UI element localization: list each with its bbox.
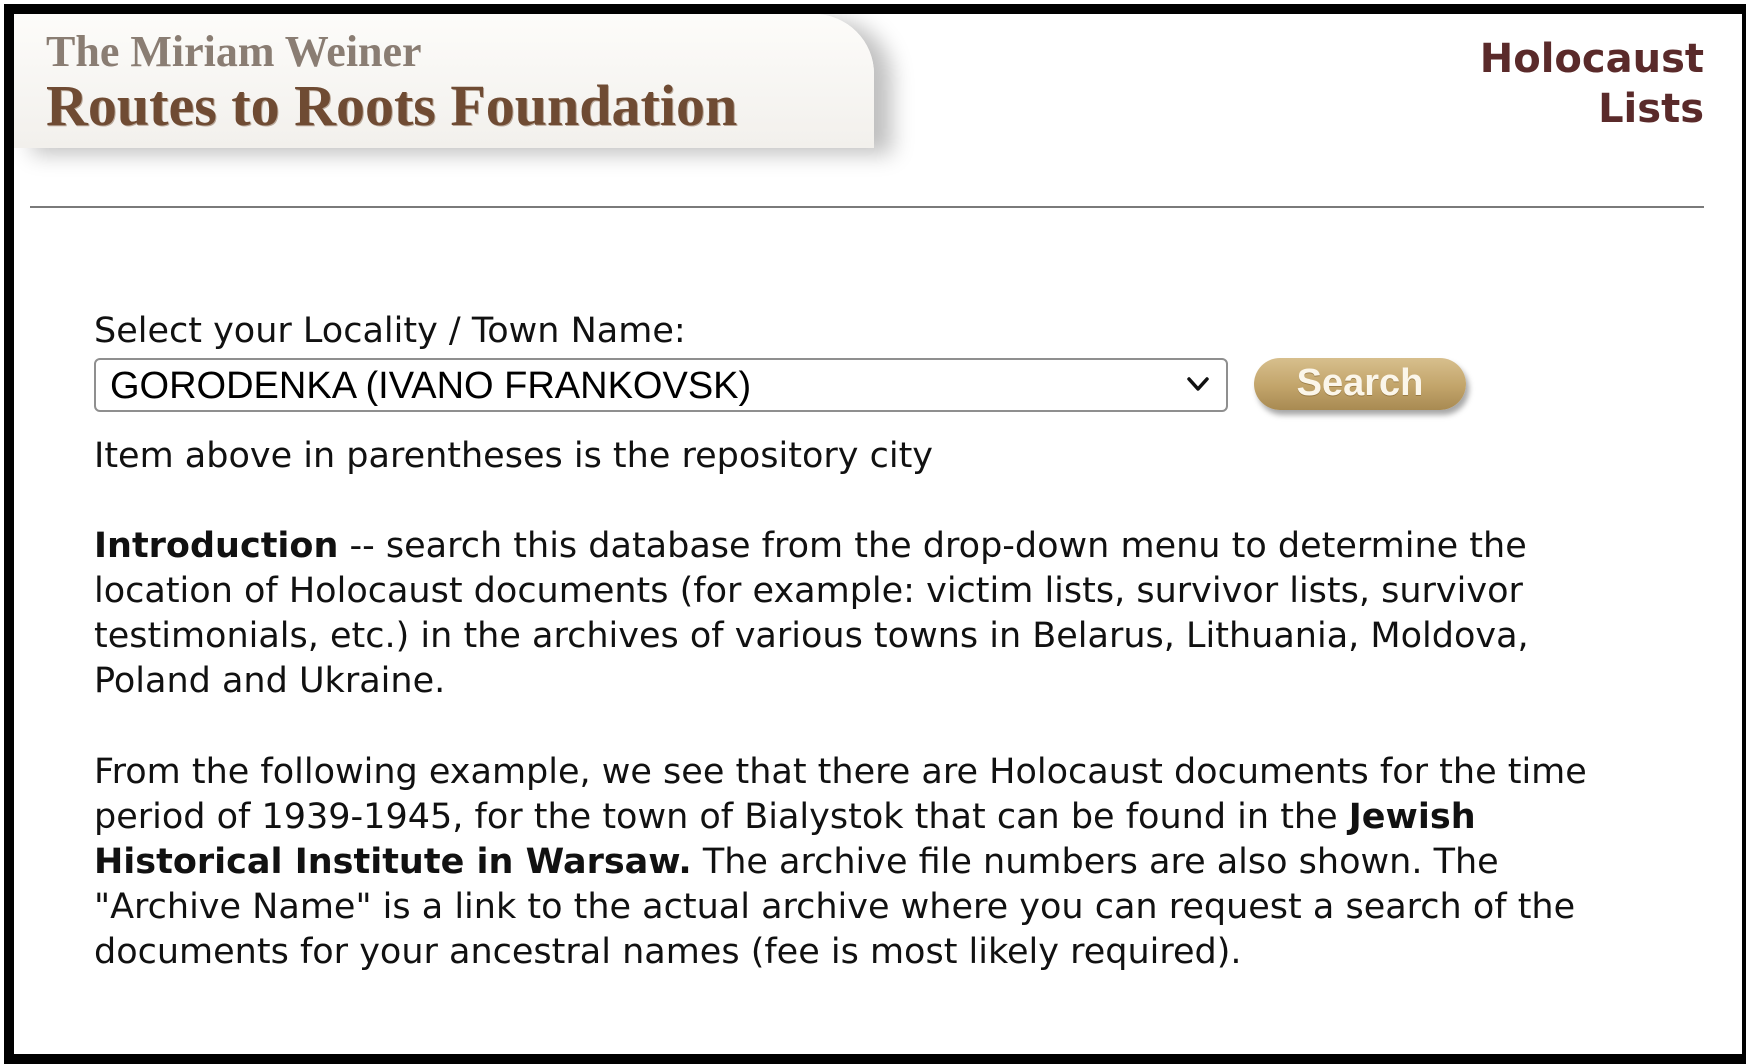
town-select-value: GORODENKA (IVANO FRANKOVSK)	[110, 365, 752, 407]
section-title-line-1: Holocaust	[1479, 36, 1704, 82]
header-divider	[30, 206, 1704, 208]
main-content	[94, 310, 1654, 975]
repository-note: Item above in parentheses is the repository city	[94, 436, 934, 476]
introduction-heading: Introduction	[94, 526, 339, 566]
introduction-text: -- search this database from the drop-down menu to determine the location of Holocaust documents (for example: victim lists, survivor lists, survivor testimonials, etc.) in the archives of various towns in Belarus, Lithuania, Moldova, Poland and Ukraine.	[94, 526, 1529, 701]
town-select[interactable]	[94, 358, 1228, 412]
search-button[interactable]: Search	[1254, 358, 1466, 410]
chevron-down-icon	[1184, 370, 1212, 398]
introduction-paragraph	[94, 524, 1654, 704]
archive-name: Jewish Historical Institute in Warsaw.	[94, 797, 1476, 882]
example-text-after: The archive file numbers are also shown. The "Archive Name" is a link to the actual archive where you can request a search of the documents for your ancestral names (fee is most likely required).	[94, 842, 1576, 972]
search-form	[94, 358, 1654, 416]
example-paragraph	[94, 750, 1654, 975]
logo-line-2: Routes to Roots Foundation	[46, 73, 738, 138]
site-logo[interactable]	[14, 14, 904, 148]
page-frame	[4, 4, 1746, 1064]
section-title	[1480, 34, 1704, 134]
town-select-label: Select your Locality / Town Name:	[94, 311, 686, 351]
example-text-before: From the following example, we see that there are Holocaust documents for the time period of 1939-1945, for the town of Bialystok that can be found in the	[94, 752, 1587, 837]
section-title-line-2: Lists	[1598, 86, 1704, 132]
logo-line-1: The Miriam Weiner	[46, 27, 422, 76]
